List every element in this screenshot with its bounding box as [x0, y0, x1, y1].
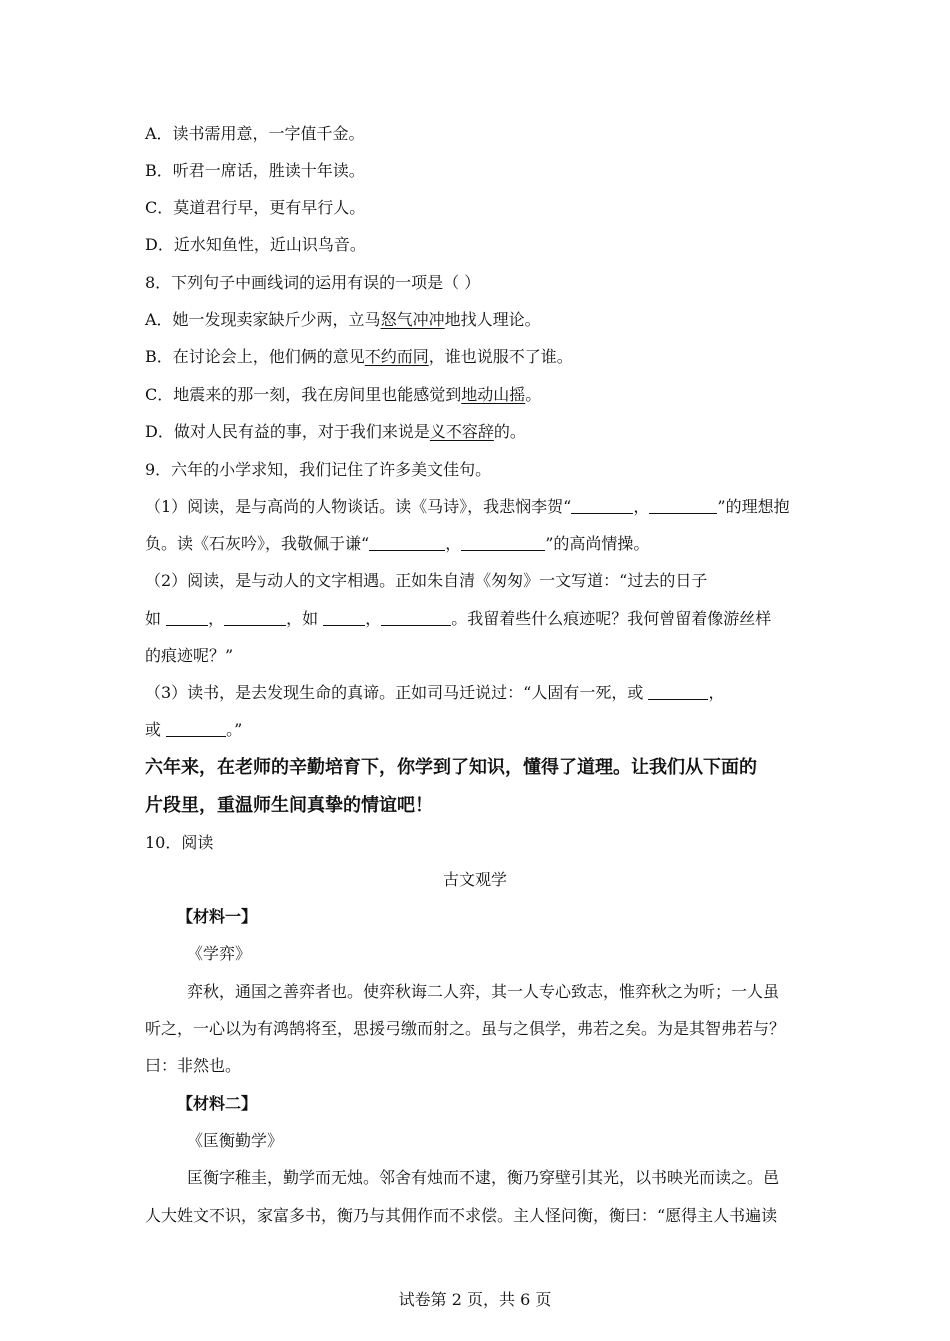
- q8-option-d: [145, 421, 526, 443]
- material-1-heading: 【材料一】: [177, 907, 258, 926]
- q8-a-post: 地找人理论。: [444, 310, 541, 329]
- q9-part1-line2: [145, 533, 649, 555]
- material-1-text-line1: 弈秋，通国之善弈者也。使弈秋诲二人弈，其一人专心致志，惟弈秋之为听；一人虽: [187, 982, 780, 1001]
- q8-option-b: [145, 346, 573, 368]
- q8-b-pre: B．在讨论会上，他们俩的意见: [145, 347, 365, 366]
- q8-a-pre: A．她一发现卖家缺斤少两，立马: [145, 310, 381, 329]
- q9-p3-text: （3）读书，是去发现生命的真谛。正如司马迁说过：“人固有一死，或: [145, 683, 649, 702]
- page-footer: 试卷第 2 页，共 6 页: [398, 1290, 552, 1309]
- q9-part2-line3: 的痕迹呢？”: [145, 646, 234, 665]
- material-2-title: 《匡衡勤学》: [187, 1131, 284, 1150]
- q8-option-a: [145, 309, 541, 331]
- q9-p2-blank-1[interactable]: [166, 609, 208, 626]
- q9-stem: 9．六年的小学求知，我们记住了许多美文佳句。: [145, 460, 492, 479]
- q8-stem: 8．下列句子中画线词的运用有误的一项是（ ）: [145, 273, 481, 292]
- material-1-text-line2: 听之，一心以为有鸿鹄将至，思援弓缴而射之。虽与之俱学，弗若之矣。为是其智弗若与？: [145, 1019, 786, 1038]
- q7-option-a: A．读书需用意，一字值千金。: [145, 124, 365, 143]
- q8-d-pre: D．做对人民有益的事，对于我们来说是: [145, 422, 430, 441]
- q9-p2-comma-2: ，: [365, 609, 382, 628]
- q9-p1-blank-4[interactable]: [461, 534, 545, 551]
- q9-p2-blank-2[interactable]: [224, 609, 286, 626]
- q8-c-underlined-word: 地动山摇: [461, 385, 526, 404]
- q9-p2-comma: ，: [208, 609, 225, 628]
- material-1-text-line3: 曰：非然也。: [145, 1056, 242, 1075]
- q9-part1-line1: [145, 496, 790, 518]
- section-intro-line1: 六年来，在老师的辛勤培育下，你学到了知识，懂得了道理。让我们从下面的: [145, 757, 757, 778]
- q9-part2-line1: （2）阅读，是与动人的文字相遇。正如朱自清《匆匆》一文写道：“过去的日子: [145, 571, 708, 590]
- q9-part3-line1: [145, 682, 724, 704]
- passage-title: 古文观学: [442, 870, 507, 889]
- q7-option-b: B．听君一席话，胜读十年读。: [145, 161, 365, 180]
- q9-p1-comma-2: ，: [445, 534, 462, 553]
- q9-p2-blank-3[interactable]: [323, 609, 365, 626]
- q9-p1-text: （1）阅读，是与高尚的人物谈话。读《马诗》，我悲悯李贺“: [145, 497, 572, 516]
- q9-p1-text-2: 负。读《石灰吟》，我敬佩于谦“: [145, 534, 370, 553]
- q9-p3-blank-1[interactable]: [648, 683, 708, 700]
- q7-option-c: C．莫道君行早，更有早行人。: [145, 198, 366, 217]
- q9-p3-text-end: 。”: [226, 720, 243, 739]
- material-2-heading: 【材料二】: [177, 1094, 258, 1113]
- q8-b-post: ，谁也说服不了谁。: [428, 347, 573, 366]
- q9-p1-comma: ，: [633, 497, 650, 516]
- material-2-text-line2: 人大姓文不识，家富多书，衡乃与其佣作而不求偿。主人怪问衡，衡曰：“愿得主人书遍读: [145, 1206, 778, 1225]
- q9-p2-text-end: 。我留着些什么痕迹呢？我何曾留着像游丝样: [451, 609, 772, 628]
- material-2-text-line1: 匡衡字稚圭，勤学而无烛。邻舍有烛而不逮，衡乃穿壁引其光，以书映光而读之。邑: [187, 1168, 780, 1187]
- q9-p1-blank-2[interactable]: [649, 497, 717, 514]
- q10-stem: 10．阅读: [145, 833, 214, 852]
- q9-part2-line2: [145, 608, 771, 630]
- q9-p1-text-end: ”的理想抱: [717, 497, 790, 516]
- q9-p2-blank-4[interactable]: [381, 609, 451, 626]
- q8-c-post: 。: [525, 385, 542, 404]
- q9-p3-comma: ，: [708, 683, 725, 702]
- material-1-title: 《学弈》: [187, 944, 252, 963]
- q8-d-post: 的。: [493, 422, 526, 441]
- q9-p1-blank-1[interactable]: [571, 497, 633, 514]
- q9-p1-text-end-2: ”的高尚情操。: [545, 534, 650, 553]
- q8-d-underlined-word: 义不容辞: [429, 422, 494, 441]
- q8-a-underlined-word: 怒气冲冲: [380, 310, 445, 329]
- q8-option-c: [145, 384, 541, 406]
- q7-option-d: D．近水知鱼性，近山识鸟音。: [145, 235, 366, 254]
- q9-p1-blank-3[interactable]: [369, 534, 445, 551]
- q9-p2-text-2: ，如: [286, 609, 324, 628]
- section-intro-line2: 片段里，重温师生间真挚的情谊吧！: [145, 795, 433, 816]
- q9-p2-text: 如: [145, 609, 167, 628]
- q8-b-underlined-word: 不约而同: [364, 347, 429, 366]
- q9-p3-blank-2[interactable]: [166, 720, 226, 737]
- q9-p3-text-2: 或: [145, 720, 167, 739]
- q8-c-pre: C．地震来的那一刻，我在房间里也能感觉到: [145, 385, 462, 404]
- q9-part3-line2: [145, 719, 242, 741]
